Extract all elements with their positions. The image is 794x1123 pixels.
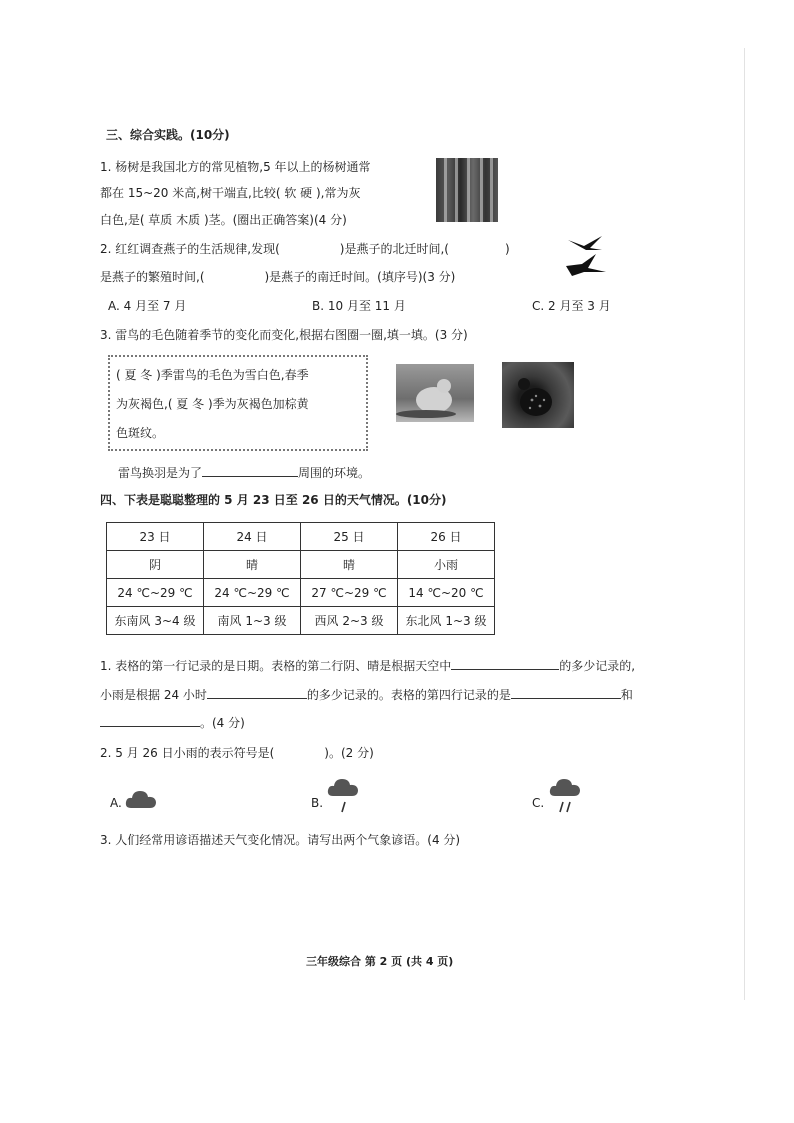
s4-q1-part-a: 1. 表格的第一行记录的是日期。表格的第二行阴、晴是根据天空中 [100, 659, 452, 673]
q2-line1 [100, 240, 510, 257]
s4-q3-prompt: 3. 人们经常用谚语描述天气变化情况。请写出两个气象谚语。(4 分) [100, 833, 461, 847]
q3-box-line3: 色斑纹。 [116, 426, 165, 440]
q2-option-a: A. 4 月至 7 月 [108, 299, 187, 313]
q2-option-c: C. 2 月至 3 月 [532, 299, 611, 313]
swallows-icon [562, 230, 612, 280]
option-b-label: B. [311, 796, 324, 810]
ptarmigan-photo-winter [396, 364, 474, 422]
q3-box-line1: ( 夏 冬 )季雷鸟的毛色为雪白色,春季 [116, 368, 309, 382]
table-cell: 南风 1~3 级 [204, 607, 301, 635]
s4-q1-part-e: 和 [620, 688, 633, 702]
s4-q2-part-a: 2. 5 月 26 日小雨的表示符号是( [100, 746, 275, 760]
table-cell: 24 ℃~29 ℃ [204, 579, 301, 607]
q2-line2 [100, 268, 455, 285]
table-cell: 晴 [204, 551, 301, 579]
light-rain-icon[interactable] [326, 774, 362, 818]
q2-line1-part-c: ) [504, 242, 510, 256]
section4-title: 四、下表是聪聪整理的 5 月 23 日至 26 日的天气情况。(10分) [100, 493, 447, 507]
s4-q1-part-b: 的多少记录的, [559, 659, 636, 673]
s4-q2-line [100, 744, 374, 761]
ptarmigan-photo-summer [502, 362, 574, 428]
table-cell: 24 ℃~29 ℃ [107, 579, 204, 607]
q2-line1-part-b: )是燕子的北迁时间,( [339, 242, 449, 256]
q1-line1: 1. 杨树是我国北方的常见植物,5 年以上的杨树通常 [100, 160, 371, 174]
s4-q1-blank-1[interactable] [451, 657, 559, 670]
s4-q1-blank-3[interactable] [511, 686, 621, 699]
table-cell: 27 ℃~29 ℃ [301, 579, 398, 607]
table-row [107, 523, 495, 551]
cloud-icon[interactable] [124, 786, 158, 812]
page-footer: 三年级综合 第 2 页 (共 4 页) [306, 955, 454, 968]
q2-line1-part-a: 2. 红红调查燕子的生活规律,发现( [100, 242, 280, 256]
q1-line3: 白色,是( 草质 木质 )茎。(圈出正确答案)(4 分) [100, 213, 347, 227]
table-cell: 14 ℃~20 ℃ [398, 579, 495, 607]
table-cell: 晴 [301, 551, 398, 579]
q3-answer-blank[interactable] [202, 464, 298, 477]
poplar-trees-photo [436, 158, 498, 222]
s4-q1-line3 [100, 714, 245, 731]
q2-line2-part-b: )是燕子的南迁时间。(填序号)(3 分) [264, 270, 456, 284]
s4-q1-line1 [100, 657, 635, 674]
option-c-label: C. [532, 796, 545, 810]
option-a-label: A. [110, 796, 122, 810]
q3-follow-a: 雷鸟换羽是为了 [118, 466, 203, 480]
s4-q1-blank-2[interactable] [207, 686, 307, 699]
s4-q1-part-f: 。(4 分) [200, 716, 245, 730]
q3-follow [118, 464, 370, 481]
table-row [107, 579, 495, 607]
s4-q1-line2 [100, 686, 633, 703]
table-cell: 小雨 [398, 551, 495, 579]
table-row [107, 607, 495, 635]
q3-follow-b: 周围的环境。 [298, 466, 371, 480]
table-cell: 西风 2~3 级 [301, 607, 398, 635]
table-row [107, 551, 495, 579]
table-cell: 东南风 3~4 级 [107, 607, 204, 635]
q3-box-line2: 为灰褐色,( 夏 冬 )季为灰褐色加棕黄 [116, 397, 309, 411]
section3-title: 三、综合实践。(10分) [106, 128, 230, 142]
q3-prompt: 3. 雷鸟的毛色随着季节的变化而变化,根据右图圈一圈,填一填。(3 分) [100, 328, 468, 342]
table-cell: 25 日 [301, 523, 398, 551]
moderate-rain-icon[interactable] [548, 774, 584, 818]
s4-q1-blank-4[interactable] [100, 714, 200, 727]
table-cell: 阴 [107, 551, 204, 579]
s4-q1-part-d: 的多少记录的。表格的第四行记录的是 [306, 688, 511, 702]
q2-line2-part-a: 是燕子的繁殖时间,( [100, 270, 205, 284]
table-cell: 26 日 [398, 523, 495, 551]
weather-table [106, 522, 495, 635]
s4-q1-part-c: 小雨是根据 24 小时 [100, 688, 207, 702]
table-cell: 24 日 [204, 523, 301, 551]
q1-line2: 都在 15~20 米高,树干端直,比较( 软 硬 ),常为灰 [100, 186, 361, 200]
table-cell: 23 日 [107, 523, 204, 551]
table-cell: 东北风 1~3 级 [398, 607, 495, 635]
s4-q2-part-b: )。(2 分) [324, 746, 374, 760]
q2-option-b: B. 10 月至 11 月 [312, 299, 406, 313]
page-edge-line [744, 48, 745, 1000]
